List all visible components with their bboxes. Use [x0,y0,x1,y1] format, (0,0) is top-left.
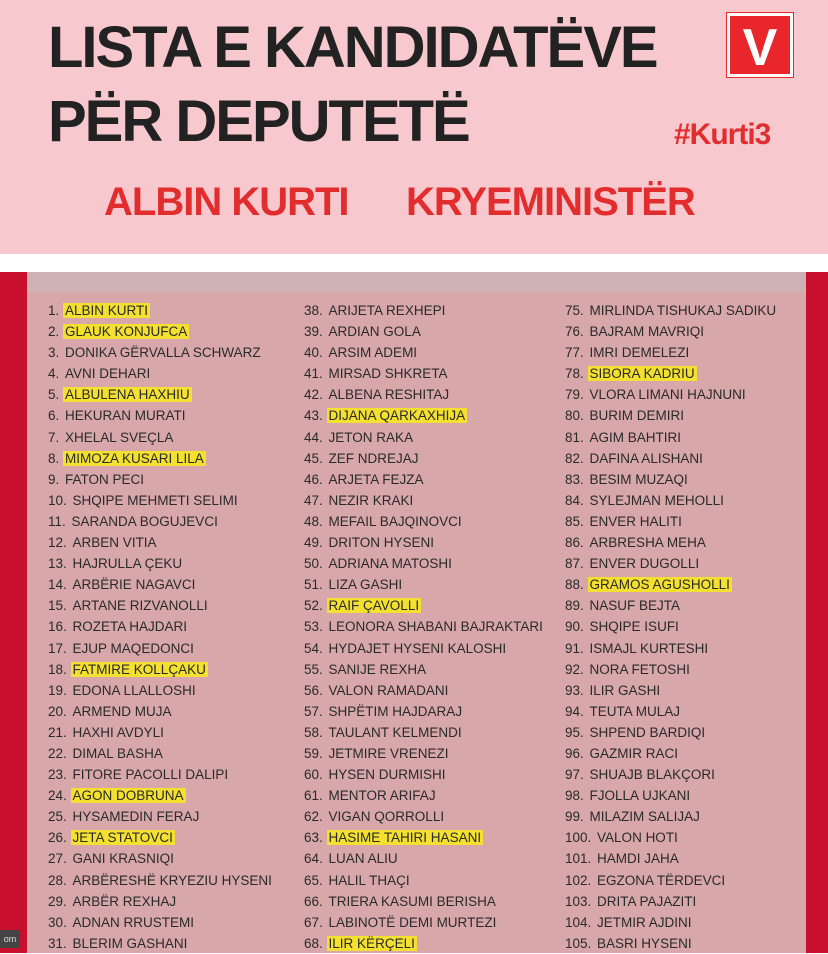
candidate-row [565,574,778,595]
candidate-row [565,638,778,659]
party-logo: V [727,13,793,77]
candidate-number: 93. [565,682,584,698]
candidate-number: 13. [48,556,67,572]
candidate-number: 79. [565,387,584,403]
candidate-name: ARIJETA REXHEPI [328,303,446,318]
candidate-name: ARBËR REXHAJ [72,893,177,909]
candidate-name: HAXHI AVDYLI [72,724,164,740]
candidate-number: 40. [304,345,323,361]
candidate-number: 5. [48,387,60,403]
candidate-name: FITORE PACOLLI DALIPI [72,767,229,783]
candidate-number: 56. [304,682,323,698]
candidate-row [565,785,778,806]
candidate-name: BAJRAM MAVRIQI [589,324,705,340]
candidate-number: 17. [48,640,67,656]
candidate-row [48,532,274,553]
candidate-row [304,384,545,405]
candidate-row [565,933,778,954]
candidate-name: SANIJE REXHA [328,661,427,677]
candidate-number: 8. [48,450,60,466]
candidate-row [304,321,545,342]
candidate-name-highlighted: AGON DOBRUNA [72,788,184,804]
candidate-name: FATON PECI [65,471,145,487]
candidate-number: 77. [565,345,584,361]
candidate-row [48,848,274,869]
candidate-number: 78. [565,366,584,382]
candidate-name: IMRI DEMELEZI [589,345,690,361]
candidate-number: 103. [565,893,592,909]
candidate-row [48,722,274,743]
candidate-row [565,701,778,722]
candidate-number: 92. [565,661,584,677]
candidate-name: LIZA GASHI [328,577,403,593]
candidate-name: BASRI HYSENI [597,935,692,951]
candidate-column-2 [304,300,545,954]
leader-role: KRYEMINISTËR [406,180,695,224]
candidate-number: 4. [48,366,60,382]
candidate-name: SYLEJMAN MEHOLLI [589,492,724,508]
candidate-row [48,912,274,933]
candidate-number: 22. [48,745,67,761]
candidate-name: HYSEN DURMISHI [328,767,446,783]
candidate-number: 91. [565,640,584,656]
candidate-row [565,490,778,511]
candidate-number: 104. [565,914,592,930]
candidate-number: 6. [48,408,60,424]
candidate-row [565,342,778,363]
candidate-row [48,785,274,806]
candidate-number: 64. [304,851,323,867]
candidate-name: SHUAJB BLAKÇORI [589,767,715,783]
candidate-row [304,448,545,469]
candidate-name-highlighted: SIBORA KADRIU [589,366,695,382]
candidate-number: 57. [304,703,323,719]
candidate-row [304,553,545,574]
candidate-name: LUAN ALIU [328,851,398,867]
candidate-row [48,891,274,912]
candidate-name: MIRSAD SHKRETA [328,366,448,382]
leader-name: ALBIN KURTI [104,180,349,224]
candidate-name-highlighted: GLAUK KONJUFCA [65,324,188,340]
candidate-row [565,532,778,553]
candidate-name: ARBËRESHË KRYEZIU HYSENI [72,872,272,888]
candidate-row [304,616,545,637]
candidate-row [48,363,274,384]
candidate-name-highlighted: DIJANA QARKAXHIJA [328,408,466,424]
candidate-number: 94. [565,703,584,719]
candidate-number: 20. [48,703,67,719]
candidate-row [304,848,545,869]
candidate-name: ADRIANA MATOSHI [328,556,452,572]
candidate-row [565,659,778,680]
candidate-name: ARSIM ADEMI [328,345,418,361]
header-gap [0,254,828,272]
candidate-name: SHPËTIM HAJDARAJ [328,703,463,719]
candidate-row [304,659,545,680]
candidate-name: FJOLLA UJKANI [589,788,691,804]
candidate-row [48,659,274,680]
candidate-name: TRIERA KASUMI BERISHA [328,893,496,909]
candidate-number: 41. [304,366,323,382]
candidate-number: 42. [304,387,323,403]
candidate-name-highlighted: ALBULENA HAXHIU [65,387,190,403]
candidate-number: 21. [48,724,67,740]
candidate-name: ADNAN RRUSTEMI [72,914,195,930]
candidate-number: 53. [304,619,323,635]
candidate-number: 60. [304,767,323,783]
candidate-number: 30. [48,914,67,930]
candidate-name: SHQIPE ISUFI [589,619,679,635]
candidate-row [304,785,545,806]
candidate-row [304,595,545,616]
candidate-name: JETMIRE VRENEZI [328,745,449,761]
candidate-name-highlighted: MIMOZA KUSARI LILA [65,450,204,466]
candidate-number: 9. [48,471,60,487]
candidate-name: DRITA PAJAZITI [597,893,697,909]
candidate-number: 89. [565,598,584,614]
hashtag: #Kurti3 [674,118,771,151]
candidate-name: MIRLINDA TISHUKAJ SADIKU [589,303,777,318]
candidate-number: 86. [565,535,584,551]
candidate-number: 51. [304,577,323,593]
candidate-row [565,595,778,616]
candidate-row [48,680,274,701]
candidate-name: TAULANT KELMENDI [328,724,462,740]
candidate-row [304,870,545,891]
candidate-number: 68. [304,935,323,951]
candidate-number: 23. [48,767,67,783]
candidate-number: 63. [304,830,323,846]
candidate-name-highlighted: ALBIN KURTI [65,303,149,318]
candidate-row [48,764,274,785]
candidate-row [304,532,545,553]
candidate-name: VALON HOTI [597,830,678,846]
candidate-number: 102. [565,872,592,888]
candidate-number: 83. [565,471,584,487]
candidate-name: DRITON HYSENI [328,535,435,551]
candidate-number: 50. [304,556,323,572]
candidate-name-highlighted: FATMIRE KOLLÇAKU [72,661,206,677]
candidate-name: ARMEND MUJA [72,703,172,719]
candidate-name: EJUP MAQEDONCI [72,640,194,656]
candidate-number: 61. [304,788,323,804]
candidate-row [304,469,545,490]
candidate-name: HEKURAN MURATI [65,408,186,424]
candidate-row [304,342,545,363]
candidate-row [48,553,274,574]
candidate-number: 2. [48,324,60,340]
candidate-name: SHQIPE MEHMETI SELIMI [72,492,238,508]
candidate-column-1 [48,300,274,954]
candidate-name: ARBEN VITIA [72,535,157,551]
candidate-number: 82. [565,450,584,466]
candidate-number: 65. [304,872,323,888]
candidate-name: MENTOR ARIFAJ [328,788,436,804]
candidate-row [304,827,545,848]
candidate-number: 87. [565,556,584,572]
candidate-number: 44. [304,429,323,445]
candidate-row [48,743,274,764]
candidate-row [304,764,545,785]
candidate-number: 12. [48,535,67,551]
candidate-row [304,363,545,384]
candidate-name: MEFAIL BAJQINOVCI [328,513,462,529]
candidate-number: 19. [48,682,67,698]
candidate-name: HAMDI JAHA [597,851,679,867]
candidate-name: AGIM BAHTIRI [589,429,682,445]
candidate-row [565,912,778,933]
candidate-name: DONIKA GËRVALLA SCHWARZ [65,345,261,361]
candidate-row [304,427,545,448]
candidate-name: ENVER HALITI [589,513,682,529]
candidate-number: 100. [565,830,592,846]
candidate-name: DIMAL BASHA [72,745,163,761]
candidate-row [48,511,274,532]
candidate-row [304,806,545,827]
candidate-number: 47. [304,492,323,508]
candidate-name: ILIR GASHI [589,682,661,698]
candidate-row [48,300,274,321]
title-line-1: LISTA E KANDIDATËVE [48,15,657,80]
candidate-row [565,405,778,426]
candidate-row [48,595,274,616]
candidate-name: JETMIR AJDINI [597,914,692,930]
candidate-name-highlighted: HASIME TAHIRI HASANI [328,830,482,846]
candidate-number: 29. [48,893,67,909]
candidate-column-3 [565,300,778,954]
candidate-row [565,680,778,701]
candidate-name: VIGAN QORROLLI [328,809,445,825]
candidate-row [48,321,274,342]
candidate-row [48,469,274,490]
candidate-number: 80. [565,408,584,424]
candidate-row [304,743,545,764]
candidate-name: ARDIAN GOLA [328,324,421,340]
candidate-row [48,827,274,848]
candidate-name: GAZMIR RACI [589,745,679,761]
candidate-name: VLORA LIMANI HAJNUNI [589,387,746,403]
candidate-number: 49. [304,535,323,551]
candidate-row [304,490,545,511]
candidate-name: HAJRULLA ÇEKU [72,556,183,572]
candidate-row [48,616,274,637]
candidate-name: SARANDA BOGUJEVCI [71,513,218,529]
candidate-number: 38. [304,303,323,318]
candidate-row [565,363,778,384]
candidate-name: NEZIR KRAKI [328,492,414,508]
candidate-row [48,574,274,595]
candidate-number: 88. [565,577,584,593]
candidate-name: BESIM MUZAQI [589,471,688,487]
candidate-number: 55. [304,661,323,677]
candidate-name: ARBËRIE NAGAVCI [72,577,196,593]
candidate-name: EGZONA TËRDEVCI [597,872,726,888]
candidate-number: 1. [48,303,60,318]
candidate-row [565,321,778,342]
candidate-number: 39. [304,324,323,340]
candidate-name: ARTANE RIZVANOLLI [72,598,208,614]
candidate-row [48,427,274,448]
candidate-row [304,933,545,954]
candidate-number: 27. [48,851,67,867]
candidate-number: 26. [48,830,67,846]
candidate-row [304,680,545,701]
candidate-row [565,827,778,848]
candidate-row [48,448,274,469]
candidate-row [48,405,274,426]
candidate-name: BLERIM GASHANI [72,935,188,951]
candidate-row [565,806,778,827]
candidate-number: 10. [48,492,67,508]
candidate-name-highlighted: ILIR KËRÇELI [328,935,415,951]
right-border-stripe [806,272,828,953]
candidate-row [304,300,545,321]
left-border-stripe [0,272,27,953]
candidate-number: 67. [304,914,323,930]
candidate-number: 99. [565,809,584,825]
candidate-number: 24. [48,788,67,804]
candidate-number: 28. [48,872,67,888]
candidate-name-highlighted: JETA STATOVCI [72,830,173,846]
candidate-name: HYSAMEDIN FERAJ [72,809,200,825]
candidate-row [304,891,545,912]
candidate-number: 25. [48,809,67,825]
candidate-name: HALIL THAÇI [328,872,410,888]
candidate-name-highlighted: RAIF ÇAVOLLI [328,598,420,614]
candidate-name: LEONORA SHABANI BAJRAKTARI [328,619,543,635]
candidate-name: VALON RAMADANI [328,682,449,698]
candidate-number: 14. [48,577,67,593]
candidate-row [565,511,778,532]
candidate-number: 46. [304,471,323,487]
candidate-name: EDONA LLALLOSHI [72,682,196,698]
candidate-row [565,764,778,785]
candidate-number: 11. [48,513,66,529]
candidate-number: 18. [48,661,67,677]
candidate-row [565,891,778,912]
candidate-name: ARJETA FEJZA [328,471,424,487]
candidate-row [565,743,778,764]
candidate-name: DAFINA ALISHANI [589,450,703,466]
corner-watermark-badge: om [0,930,20,948]
candidate-name: NASUF BEJTA [589,598,681,614]
candidate-number: 16. [48,619,67,635]
candidate-row [565,870,778,891]
candidate-row [48,490,274,511]
candidate-number: 81. [565,429,584,445]
candidate-number: 96. [565,745,584,761]
candidate-number: 75. [565,303,584,318]
candidate-row [565,469,778,490]
candidate-row [565,722,778,743]
candidate-row [48,933,274,954]
candidate-row [565,300,778,321]
panel-top-band [27,272,806,292]
candidate-row [304,912,545,933]
candidate-row [304,722,545,743]
candidate-number: 7. [48,429,60,445]
candidate-number: 3. [48,345,60,361]
candidate-number: 105. [565,935,592,951]
candidate-name: JETON RAKA [328,429,414,445]
candidate-name: XHELAL SVEÇLA [65,429,174,445]
candidate-row [48,701,274,722]
candidate-row [565,616,778,637]
candidate-number: 15. [48,598,67,614]
candidate-number: 52. [304,598,323,614]
candidate-name: SHPEND BARDIQI [589,724,706,740]
candidate-row [48,342,274,363]
candidate-number: 90. [565,619,584,635]
candidate-number: 43. [304,408,323,424]
candidate-number: 31. [48,935,67,951]
candidate-number: 66. [304,893,323,909]
candidate-number: 85. [565,513,584,529]
candidate-number: 58. [304,724,323,740]
candidate-name: LABINOTË DEMI MURTEZI [328,914,497,930]
candidate-name: ARBRESHA MEHA [589,535,706,551]
candidate-number: 84. [565,492,584,508]
candidate-row [565,553,778,574]
candidate-number: 95. [565,724,584,740]
candidate-name: ENVER DUGOLLI [589,556,700,572]
candidate-row [304,511,545,532]
poster-header [0,0,828,254]
candidate-row [565,448,778,469]
candidate-row [304,701,545,722]
candidate-name: AVNI DEHARI [65,366,151,382]
candidate-row [48,384,274,405]
title-line-2: PËR DEPUTETË [48,89,469,154]
candidate-row [565,848,778,869]
candidate-number: 62. [304,809,323,825]
candidate-number: 45. [304,450,323,466]
candidate-name: NORA FETOSHI [589,661,690,677]
candidate-name: ZEF NDREJAJ [328,450,419,466]
candidate-row [304,574,545,595]
candidate-name: ISMAJL KURTESHI [589,640,709,656]
candidate-row [565,384,778,405]
candidate-row [304,638,545,659]
candidate-number: 76. [565,324,584,340]
candidate-name: GANI KRASNIQI [72,851,174,867]
candidate-row [304,405,545,426]
candidate-row [48,806,274,827]
candidate-name: MILAZIM SALIJAJ [589,809,700,825]
candidate-row [565,427,778,448]
candidate-name: ROZETA HAJDARI [72,619,188,635]
candidate-row [48,638,274,659]
candidate-name: HYDAJET HYSENI KALOSHI [328,640,507,656]
candidate-number: 98. [565,788,584,804]
candidate-row [48,870,274,891]
candidate-number: 59. [304,745,323,761]
candidate-name-highlighted: GRAMOS AGUSHOLLI [589,577,730,593]
candidate-number: 54. [304,640,323,656]
candidate-name: TEUTA MULAJ [589,703,681,719]
candidate-number: 97. [565,767,584,783]
candidate-name: ALBENA RESHITAJ [328,387,450,403]
candidate-number: 48. [304,513,323,529]
candidate-name: BURIM DEMIRI [589,408,685,424]
candidate-number: 101. [565,851,592,867]
